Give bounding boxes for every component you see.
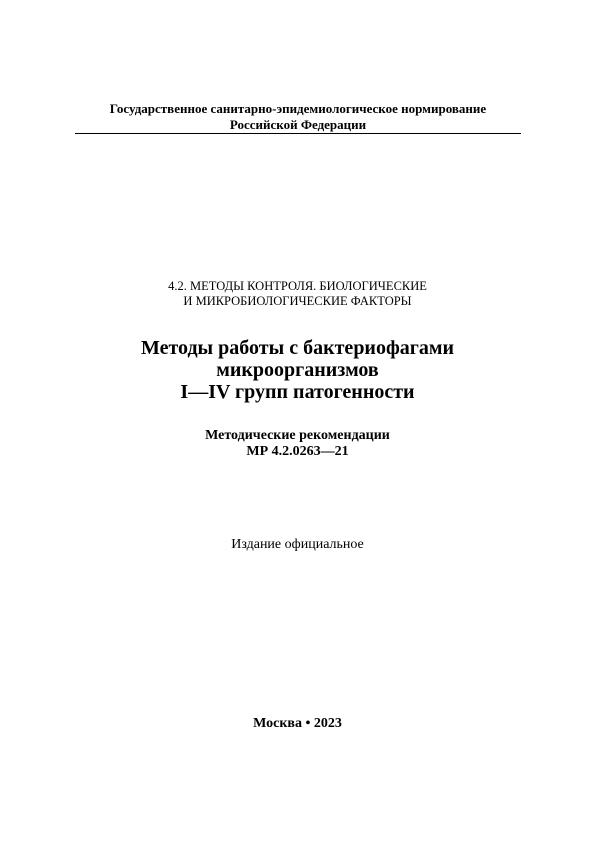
publisher-header-line-1: Государственное санитарно-эпидемиологическое нормирование xyxy=(109,101,487,116)
document-number: МР 4.2.0263—21 xyxy=(246,444,349,459)
edition-note: Издание официальное xyxy=(231,537,364,552)
document-type xyxy=(60,428,535,460)
publisher-header-line-2: Российской Федерации xyxy=(229,117,367,132)
publisher-header xyxy=(75,101,521,133)
series-heading xyxy=(60,279,535,309)
series-heading-line-1: 4.2. МЕТОДЫ КОНТРОЛЯ. БИОЛОГИЧЕСКИЕ xyxy=(168,279,427,293)
imprint: Москва • 2023 xyxy=(253,716,342,731)
document-title xyxy=(60,337,535,403)
document-title-line-3: I—IV групп патогенности xyxy=(180,381,415,403)
document-title-line-1: Методы работы с бактериофагами xyxy=(140,337,455,359)
document-type-label: Методические рекомендации xyxy=(205,428,390,443)
series-heading-line-2: И МИКРОБИОЛОГИЧЕСКИЕ ФАКТОРЫ xyxy=(183,294,412,308)
header-divider xyxy=(75,133,521,134)
document-title-line-2: микроорганизмов xyxy=(216,359,379,381)
